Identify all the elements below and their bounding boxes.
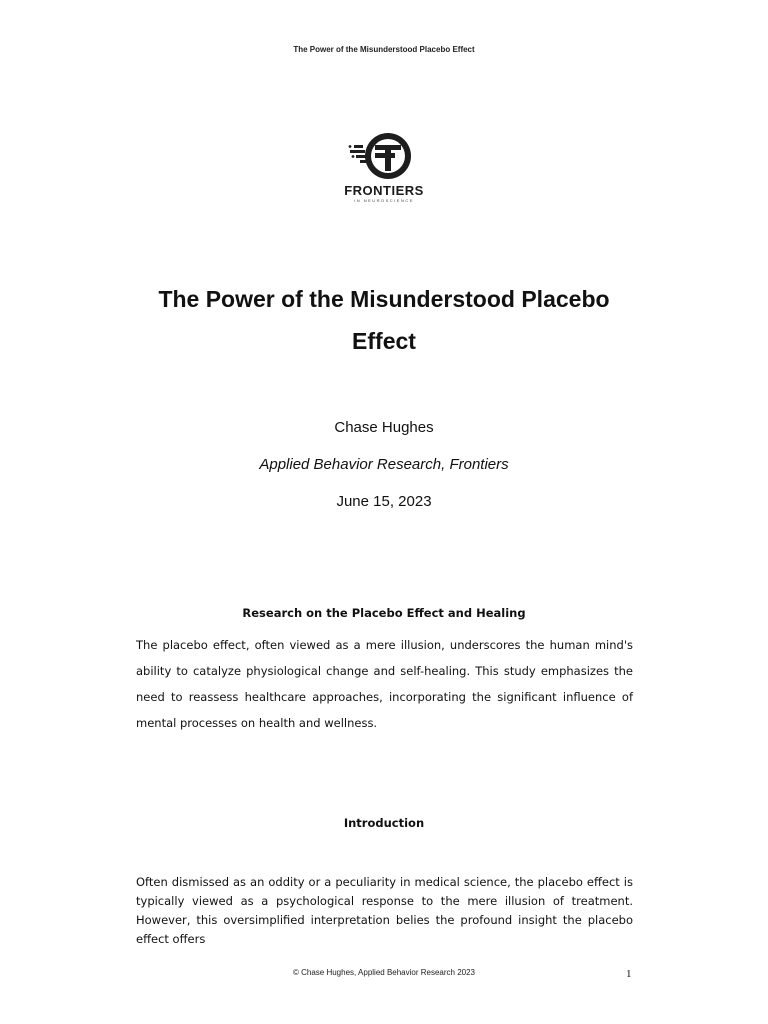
introduction-paragraph: Often dismissed as an oddity or a peculiarity in medical science, the placebo effect is typically viewed as a psychological response to the mere illusion of treatment. However, this oversimplified interpretation belies the profound insight the placebo effect offers <box>136 875 633 946</box>
frontiers-logo <box>334 128 434 208</box>
frontiers-emblem-icon <box>334 128 434 184</box>
author-name: Chase Hughes <box>334 419 434 436</box>
page-number: 1 <box>626 968 632 980</box>
logo-subtitle: IN NEUROSCIENCE <box>354 198 414 203</box>
abstract-heading: Research on the Placebo Effect and Healing <box>242 606 526 620</box>
abstract-paragraph: The placebo effect, often viewed as a mere illusion, underscores the human mind's ability to catalyze physiological change and self-healing. This study emphasizes the need to reassess healthcare approaches, incorporating the significant influence of mental processes on health and wellness. <box>136 638 633 730</box>
logo-wordmark: FRONTIERS <box>344 183 424 198</box>
author-affiliation: Applied Behavior Research, Frontiers <box>259 456 509 473</box>
introduction-heading: Introduction <box>343 816 425 830</box>
footer-copyright: © Chase Hughes, Applied Behavior Research 2023 <box>292 968 475 977</box>
document-title <box>100 278 668 362</box>
publication-date: June 15, 2023 <box>336 493 432 510</box>
title-line-1: The Power of the Misunderstood Placebo <box>158 286 610 312</box>
running-header: The Power of the Misunderstood Placebo Effect <box>293 45 475 54</box>
title-line-2: Effect <box>352 328 416 354</box>
